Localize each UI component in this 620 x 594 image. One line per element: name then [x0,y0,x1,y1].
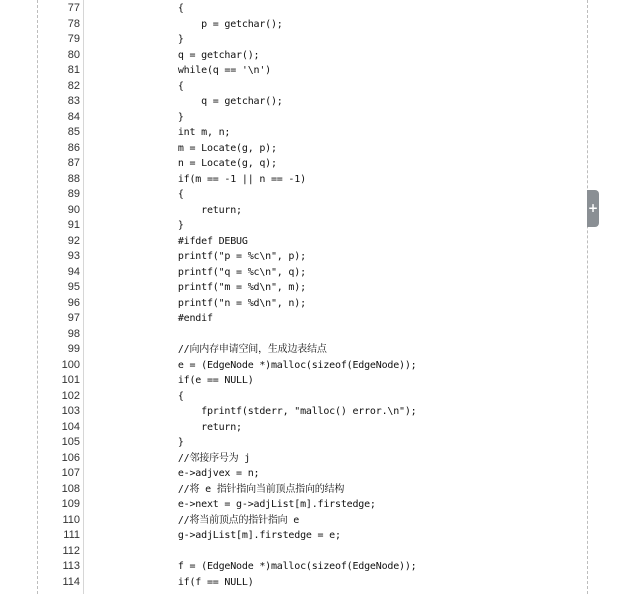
code-line [38,544,586,560]
line-number: 90 [67,203,80,216]
code-text: q = getchar(); [108,96,283,107]
code-text: } [108,437,184,448]
expand-panel-button[interactable] [587,190,599,227]
right-border [587,0,588,594]
code-text: printf("m = %d\n", m); [108,282,306,293]
line-number: 88 [67,172,80,185]
line-number: 79 [67,33,80,45]
code-line [38,559,586,575]
line-number: 97 [67,312,80,324]
code-line [38,373,586,389]
code-text: return; [108,204,242,216]
code-text: g->adjList[m].firstedge = e; [108,530,341,541]
code-line [38,482,586,498]
line-number: 98 [67,327,80,340]
code-text: //将当前顶点的指针指向 e [108,514,300,526]
line-number: 84 [67,110,80,123]
code-line [38,575,586,591]
code-line [38,187,586,203]
code-line [38,234,586,250]
line-number: 102 [61,389,80,402]
code-line [38,218,586,234]
code-text: printf("n = %d\n", n); [108,297,306,309]
line-number: 104 [61,420,80,433]
code-line [38,435,586,451]
code-line [38,280,586,296]
code-line [38,156,586,172]
line-number: 96 [67,296,80,309]
code-line [38,451,586,467]
line-number: 80 [67,48,80,61]
code-text: n = Locate(g, q); [108,158,277,169]
code-line [38,79,586,95]
line-number: 78 [67,17,80,30]
code-text: while(q == '\n') [108,65,271,76]
code-line [38,389,586,405]
code-text: { [108,3,184,14]
line-number: 92 [67,234,80,247]
code-text: e->next = g->adjList[m].firstedge; [108,499,376,510]
line-number: 94 [67,265,80,278]
line-number: 112 [62,544,80,557]
code-text: m = Locate(g, p); [108,142,277,154]
code-text: //向内存申请空间，生成边表结点 [108,344,327,355]
code-text: return; [108,421,242,433]
line-number: 100 [61,358,80,371]
line-number: 110 [62,513,80,526]
code-line [38,528,586,544]
code-text: #endif [108,313,213,324]
line-number: 106 [61,451,80,464]
code-text: //将 e 指针指向当前顶点指向的结构 [108,483,345,495]
code-line [38,110,586,126]
plus-icon: + [587,201,599,215]
code-text: //邻接序号为 j [108,452,251,464]
line-number: 105 [61,436,80,448]
code-text: { [108,390,184,402]
code-line [38,327,586,343]
code-line [38,404,586,420]
code-text: f = (EdgeNode *)malloc(sizeof(EdgeNode)); [108,561,417,572]
line-number: 103 [61,405,80,417]
line-number: 113 [62,560,80,572]
code-line [38,513,586,529]
code-text: if(m == -1 || n == -1) [108,173,306,185]
line-number: 81 [67,64,80,76]
code-text: if(f == NULL) [108,576,254,588]
code-text: } [108,220,184,231]
code-line [38,125,586,141]
code-line [38,311,586,327]
code-line [38,1,586,17]
code-line [38,265,586,281]
code-text: if(e == NULL) [108,375,254,386]
line-number: 114 [62,575,80,588]
code-text: p = getchar(); [108,18,283,30]
code-line [38,172,586,188]
line-number: 89 [67,188,80,200]
line-number: 85 [67,126,80,138]
code-block [38,1,586,590]
code-text: e = (EdgeNode *)malloc(sizeof(EdgeNode)); [108,359,417,371]
line-number: 108 [61,482,80,495]
line-number: 77 [67,2,80,14]
line-number: 95 [67,281,80,293]
code-text: fprintf(stderr, "malloc() error.\n"); [108,406,417,417]
line-number: 87 [67,157,80,169]
line-number: 109 [61,498,80,510]
code-text: } [108,34,184,45]
code-line [38,342,586,358]
code-line [38,296,586,312]
line-number: 101 [61,374,80,386]
code-text: e->adjvex = n; [108,468,260,479]
code-line [38,63,586,79]
code-line [38,141,586,157]
code-text: } [108,111,184,123]
code-line [38,358,586,374]
line-number: 99 [67,343,80,355]
code-line [38,17,586,33]
code-text: q = getchar(); [108,49,260,61]
code-text: printf("p = %c\n", p); [108,251,306,262]
code-line [38,94,586,110]
line-number: 111 [63,529,80,541]
code-text: int m, n; [108,127,231,138]
code-text: #ifdef DEBUG [108,235,248,247]
code-text: { [108,189,184,200]
line-number: 86 [67,141,80,154]
code-line [38,203,586,219]
code-line [38,249,586,265]
line-number: 83 [67,95,80,107]
code-line [38,497,586,513]
code-line [38,48,586,64]
code-line [38,32,586,48]
line-number: 93 [67,250,80,262]
line-number: 107 [61,467,80,479]
code-line [38,420,586,436]
line-number: 82 [67,79,80,92]
code-line [38,466,586,482]
code-text: { [108,80,184,92]
line-number: 91 [67,219,80,231]
code-text: printf("q = %c\n", q); [108,266,306,278]
